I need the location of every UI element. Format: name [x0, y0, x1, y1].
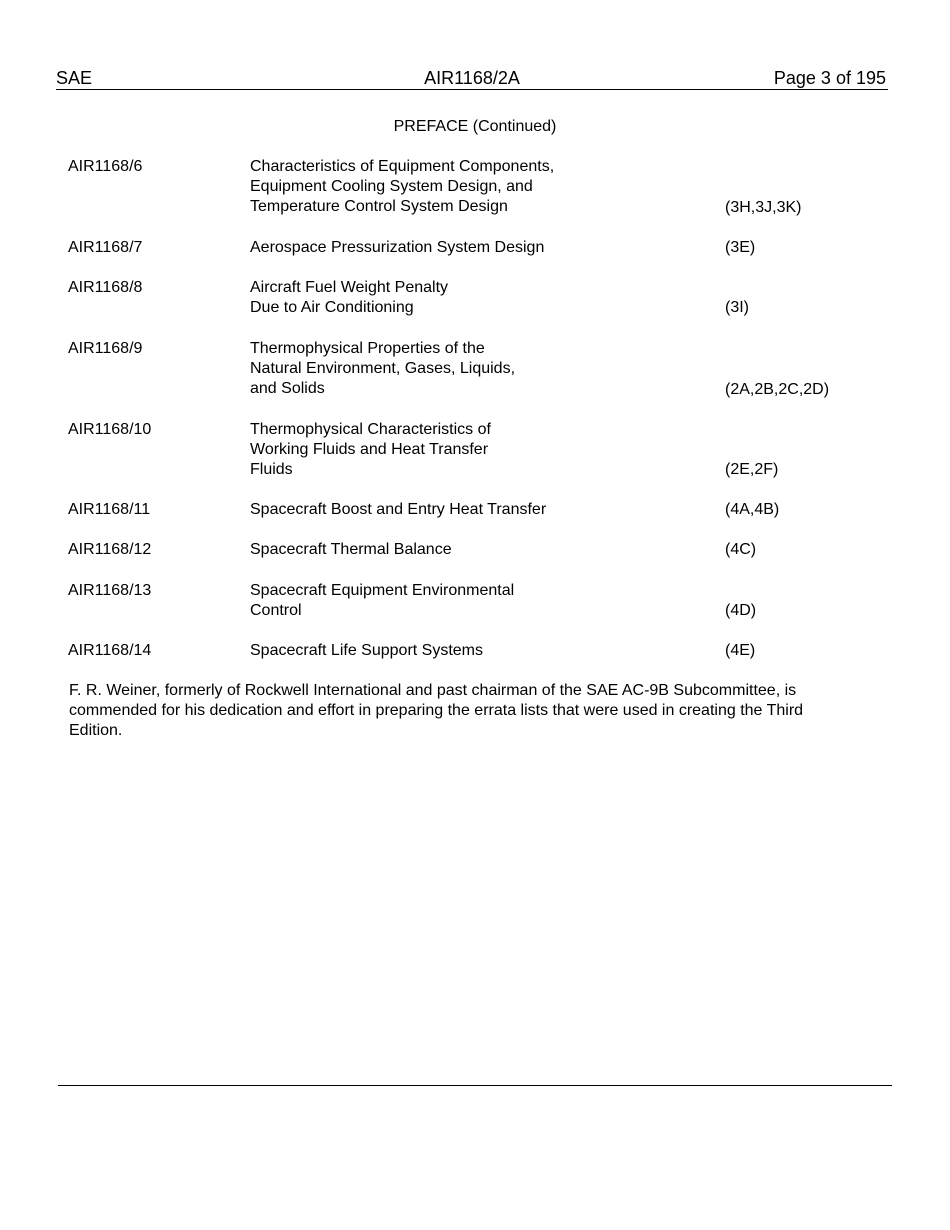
entry-title	[250, 238, 690, 258]
paragraph-line: F. R. Weiner, formerly of Rockwell International and past chairman of the SAE AC-9B Subcommittee, is	[69, 682, 797, 699]
entry-title	[250, 581, 690, 621]
entry-code: AIR1168/10	[68, 421, 152, 438]
entry-reference: (4C)	[725, 541, 757, 558]
entry-title-line: Aerospace Pressurization System Design	[250, 239, 545, 256]
entry-title-line: Temperature Control System Design	[250, 198, 508, 215]
entry-title-line: Spacecraft Boost and Entry Heat Transfer	[250, 501, 547, 518]
entry-title	[250, 540, 690, 560]
entry-code: AIR1168/14	[68, 642, 152, 659]
entry-title	[250, 641, 690, 661]
entry-title-line: Fluids	[250, 461, 293, 478]
entry-title	[250, 339, 690, 399]
entry-title-line: Due to Air Conditioning	[250, 299, 414, 316]
entry-title-line: Spacecraft Thermal Balance	[250, 541, 452, 558]
entry-title-line: Characteristics of Equipment Components,	[250, 158, 555, 175]
entry-reference: (3E)	[725, 239, 756, 256]
entry-title-line: Thermophysical Properties of the	[250, 340, 485, 357]
entry-title	[250, 157, 690, 217]
entry-code: AIR1168/7	[68, 239, 143, 256]
entry-reference: (3I)	[725, 299, 749, 316]
entry-code: AIR1168/8	[68, 279, 143, 296]
page-header	[56, 67, 888, 90]
entry-title-line: Aircraft Fuel Weight Penalty	[250, 279, 449, 296]
entry-code: AIR1168/6	[68, 158, 143, 175]
entry-title-line: Control	[250, 602, 302, 619]
entry-reference: (4E)	[725, 642, 756, 659]
entry-reference: (4D)	[725, 602, 757, 619]
entry-title	[250, 278, 690, 318]
entry-title-line: Equipment Cooling System Design, and	[250, 178, 533, 195]
entry-reference: (2E,2F)	[725, 461, 779, 478]
entry-code: AIR1168/11	[68, 501, 151, 518]
entry-title-line: Spacecraft Equipment Environmental	[250, 582, 515, 599]
acknowledgment-paragraph	[69, 681, 869, 741]
section-title: PREFACE (Continued)	[393, 118, 557, 135]
entry-code: AIR1168/12	[68, 541, 152, 558]
entry-title	[250, 500, 690, 520]
paragraph-line: commended for his dedication and effort in preparing the errata lists that were used in creating the Third	[69, 702, 804, 719]
header-publisher: SAE	[56, 68, 93, 88]
entry-reference: (4A,4B)	[725, 501, 780, 518]
entry-title	[250, 420, 690, 480]
entry-title-line: Natural Environment, Gases, Liquids,	[250, 360, 516, 377]
paragraph-line: Edition.	[69, 722, 123, 739]
header-document-number: AIR1168/2A	[424, 68, 520, 88]
entry-title-line: Working Fluids and Heat Transfer	[250, 441, 489, 458]
entry-title-line: and Solids	[250, 380, 325, 397]
header-page-number: Page 3 of 195	[773, 68, 886, 88]
entry-title-line: Thermophysical Characteristics of	[250, 421, 491, 438]
footer-divider	[58, 1085, 892, 1086]
entry-code: AIR1168/9	[68, 340, 143, 357]
entry-reference: (3H,3J,3K)	[725, 199, 802, 216]
entry-code: AIR1168/13	[68, 582, 152, 599]
entry-title-line: Spacecraft Life Support Systems	[250, 642, 483, 659]
entry-reference: (2A,2B,2C,2D)	[725, 381, 830, 398]
